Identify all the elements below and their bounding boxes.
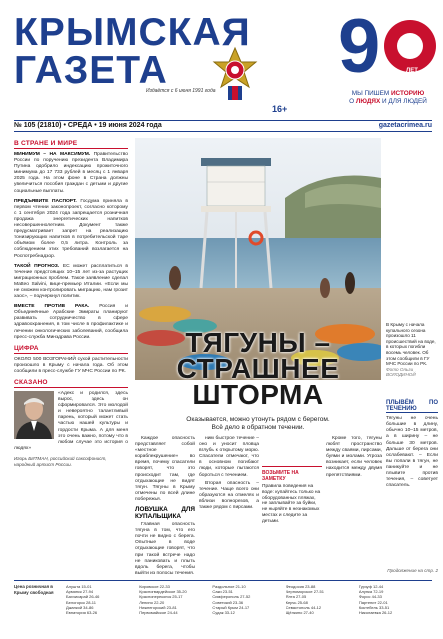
phone-column [286,584,359,615]
phone-entry: Феодосия 23-88 [285,584,316,589]
story-column-2 [199,436,259,576]
anniversary-years: ЛЕТ [406,68,418,74]
age-rating-badge: 16+ [272,104,288,114]
phone-entry: Советский 23-36 [212,599,244,605]
phone-entry: Первомайское 24-44 [139,610,178,616]
phone-entry: Ялта 27-05 [285,594,307,600]
news-lead: МИНИМУМ – НА МАКСИМУМ. [14,152,91,157]
side-story-title[interactable]: ПЛЫВЁМ ПО ТЕЧЕНИЮ [386,400,438,413]
news-text: ЕС может расплатиться в течение предстоящих 10–15 лет из-за растущих миграционных проблем. Такое заявление сделал Matteo Salvini, вице-премьер Италии. «Если мы не сможем контролировать миграцию, нам грозит хаос», – подчеркнул политик. [14,263,129,300]
figure-text: ОКОЛО 500 ВОЗГОРАНИЙ сухой растительности произошло в Крыму с начала года. Об этом сообщили в пресс-службе ГУ МЧС России по РК. [14,356,128,374]
site-link[interactable]: gazetacrimea.ru [378,122,432,129]
phone-entry: Партенит 22-01 [358,599,388,605]
photo-credit: Фото Ольги ВОЛОДИНОЙ [386,366,416,378]
phone-entry: Гурзуф 12-44 [358,584,384,589]
side-story-text: Тягуны не очень большие в длину, обычно 10–15 метров, а в ширину – не больше 30 метров. Дальше от берега они ослабевают. – Если вы попали в тягун, не паникуйте и не плывите против течения, – советует спасатель. [386,416,438,489]
news-digest-column [14,140,128,578]
subheadline [135,416,381,432]
phone-entry: Раздольное 21-10 [212,584,246,589]
slogan-part-2: О [349,98,355,105]
phone-entry: Старый Крым 24-17 [212,604,250,610]
phone-column [359,584,432,615]
slogan-highlight-2: ЛЮДЯХ [355,98,381,105]
author-portrait [14,391,54,439]
tip-box-text: Правила поведения на воде: купайтесь только на оборудованных пляжах, не заплывайте за буйки, не ныряйте в незнакомых местах и следите за детьми. [262,484,321,524]
quote-block [14,391,128,452]
news-text: Правительство России по поручению президента Владимира Путина одобрило индексацию прожиточного минимума до 17 733 рублей в месяц с 1 января 2025 года. На этом фоне в Страна должны увеличиться пособия граждан с детьми и другие социальные выплаты. [14,152,128,194]
phone-entry: Черноморское 27-51 [285,589,324,595]
phone-entry: Алушта 15-01 [66,584,92,589]
phone-entry: Саки 23-51 [212,589,233,595]
founded-note: Издаётся с 6 июня 1991 года [146,88,216,94]
phone-entry: Армянск 27-94 [66,589,94,595]
phone-entry: Николаевка 26-12 [358,610,393,616]
masthead [0,0,443,118]
rubric-said: СКАЗАНО [14,379,128,388]
tip-box [262,466,322,538]
news-item [14,264,128,301]
quote-author: Игорь БИТМАН, российский саксофонист, народный артист России. [14,455,107,467]
phone-entry: Севастополь 44-12 [285,604,322,610]
phone-column [212,584,285,615]
tip-box-title: ВОЗЬМИТЕ НА ЗАМЕТКУ [262,470,299,482]
issue-info: № 105 (21810) • СРЕДА • 19 июня 2024 года [14,122,162,129]
caption-text: В Крыму с начала купального сезона произошло 11 происшествий на воде, в которых погибли восемь человек. Об этом сообщили в ГУ МЧС России по РК. [386,322,436,367]
phone-column [66,584,139,615]
price-note: Цена розничная в Крыму свободная [14,584,54,595]
rubric-figure: ЦИФРА [14,345,128,354]
phone-entry: Евпатория 63-26 [66,610,98,616]
phone-entry: Красногвардейское 35-20 [139,589,187,595]
title-line-1: КРЫМСКАЯ [14,11,251,54]
slogan-highlight-1: ИСТОРИЮ [390,90,425,97]
continue-note[interactable]: Продолжение на стр. 2 [387,568,438,573]
anniversary-slogan [338,90,438,106]
story-paragraph: Каждое опасность представляет собой «местное кораблекрушение» во время, почему спасатели говорят, что это происходит там, где отдыхающие не видят тягун. Тягуны в Крыму отмечены по всей длине побережья. [135,436,195,502]
order-emblem-icon [210,46,260,102]
story-subheading: ЛОВУШКА ДЛЯ КУПАЛЬЩИКА [135,506,195,521]
phone-grid [66,584,432,615]
story-column-3 [326,436,382,576]
quote-text: «Адекс и родился, здесь вырос, здесь он сформировался. Это молодой и невероятно талантливый парень, который может стать частью нашей культуры и гордости Крыма. А для меня это очень важно, потому что в любом случае это история о людях» [14,391,128,451]
news-lead: ТАКОЙ ПРОГНОЗ. [14,263,60,269]
phone-entry: Джанкой 34-86 [66,604,94,610]
phone-entry: Красноперекопск 25-17 [139,594,183,600]
subhead-line-2: Всё дело в обратном течении. [211,424,305,431]
phone-entry: Нижнегорский 23-81 [139,604,177,610]
rubric-country-world: В СТРАНЕ И МИРЕ [14,140,128,149]
phone-entry: Белогорск 28-11 [66,599,96,605]
phone-column [139,584,212,615]
phone-entry: Симферополь 27-52 [212,594,251,600]
news-item [14,199,128,260]
phone-entry: Коктебель 33-51 [358,604,390,610]
slogan-part-3: И ДЛЯ ЛЮДЕЙ [382,98,427,105]
story-column-1 [135,436,195,576]
news-text: Госдума приняла в первом чтении законопроект, согласно которому с 1 сентября 2024 года запрещается розничная продажа энергетических напитков несовершеннолетним. Документ также предусматривает запрет на реализацию тонизирующих напитков в потребительской таре объёмом более 0,5 литра. Контроль за соблюдением этих требований возлагается на Роспотребнадзор. [14,198,129,259]
photo-caption [386,322,438,378]
phone-entry: Алупка 72-19 [358,589,384,595]
subhead-line-1: Оказывается, можно утонуть рядом с берегом. [186,416,330,423]
issue-bar [14,120,432,132]
news-lead: ВМЕСТЕ ПРОТИВ РАКА. [14,304,90,310]
main-headline[interactable] [135,327,381,410]
story-paragraph: Кроме того, тягуны любят пространство между сваями, пирсами, буями и молами. Угроза возникает, если человек находится между двумя препятствиями. [326,436,382,478]
phone-entry: Щёлкино 27-40 [285,610,314,616]
headline-line-2: СТРАШНЕЕ [176,353,340,384]
news-item [14,304,128,341]
headline-line-3: ШТОРМА [192,379,324,410]
svg-text:9: 9 [338,6,381,82]
news-lead: ПРЕДЪЯВИТЕ ПАСПОРТ. [14,198,77,204]
phone-entry: Бахчисарай 26-46 [66,594,100,600]
distribution-table [14,580,432,636]
phone-entry: Судак 33-12 [212,610,235,616]
slogan-part-1: МЫ ПИШЕМ [351,90,390,97]
headline-line-1: ТЯГУНЫ – [185,327,331,358]
story-paragraph: Вторая опасность – течение. Чаще всего они образуются на отмелях и вблизи волнорезов, а также рядом с пирсами. [199,480,259,511]
title-line-2: ГАЗЕТА [14,49,168,92]
phone-entry: Форос 44-33 [358,594,382,600]
news-item [14,152,128,195]
side-story [386,400,438,489]
story-paragraph: ним быстрое течение – оно и уносит пловца вглубь к открытому морю. Спасатели отмечают, что в основном погибают люди, которые пытаются бороться с течением. [199,436,259,478]
anniversary-90-logo [336,6,440,82]
story-paragraph: Главная опасность тягуна в том, что его почти не видно с берега. Опытные в воде отдыхающие говорят, что при такой встрече надо не паниковать и плыть вдоль берега, чтобы выйти из полосы течения. [135,522,195,576]
phone-entry: Ленино 22-20 [139,599,165,605]
phone-entry: Керчь 25-68 [285,599,308,605]
news-text: Россия и Объединённые Арабские Эмираты планируют развивать сотрудничество в сфере здравоохранения, в том числе в профилактике и лечении онкологических заболеваний, сообщила пресс-служба Минздрава России. [14,304,128,340]
phone-entry: Кировское 22-33 [139,584,170,589]
anniversary-block [336,6,440,116]
